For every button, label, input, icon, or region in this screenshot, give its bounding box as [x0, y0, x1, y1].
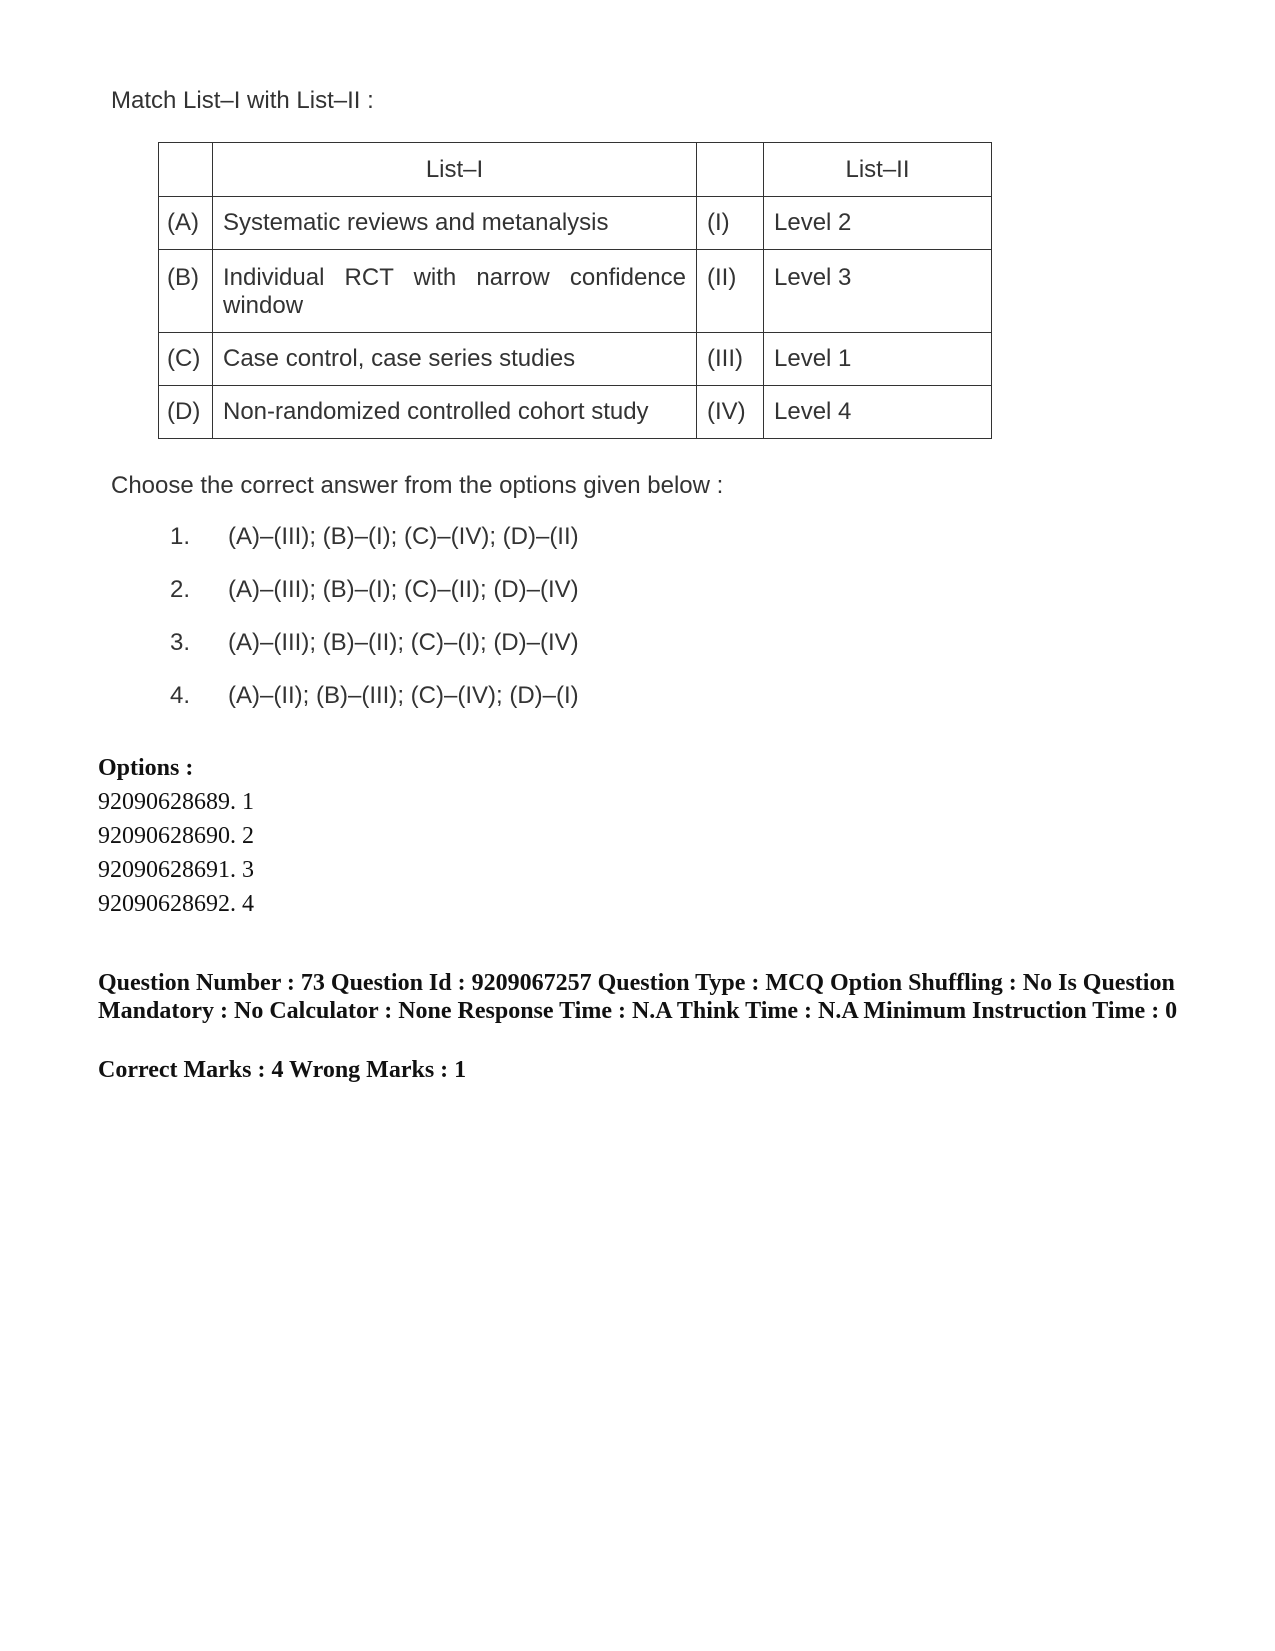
row-tag2: (II) [697, 250, 764, 333]
answer-text: (A)–(III); (B)–(II); (C)–(I); (D)–(IV) [228, 629, 579, 656]
row-tag2: (III) [697, 333, 764, 386]
header-blank-1 [159, 143, 213, 197]
row-level: Level 4 [764, 386, 992, 439]
option-item: 92090628692. 4 [98, 891, 254, 917]
answer-text: (A)–(II); (B)–(III); (C)–(IV); (D)–(I) [228, 682, 579, 709]
choose-instruction: Choose the correct answer from the options given below : [111, 472, 724, 499]
row-tag: (A) [159, 197, 213, 250]
row-tag2: (IV) [697, 386, 764, 439]
row-tag: (D) [159, 386, 213, 439]
row-tag2: (I) [697, 197, 764, 250]
answer-number: 3. [170, 629, 191, 656]
table-row [159, 250, 992, 333]
marks-info: Correct Marks : 4 Wrong Marks : 1 [98, 1057, 467, 1083]
question-metadata: Question Number : 73 Question Id : 9209067257 Question Type : MCQ Option Shuffling : No Is Question Mandatory : No Calculator : None Response Time : N.A Think Time : N.A Minimum Instruction Time : 0 [98, 970, 1178, 1024]
answer-choice [170, 576, 579, 629]
answer-choice [170, 629, 579, 682]
row-level: Level 3 [764, 250, 992, 333]
row-item: Individual RCT with narrow confidence window [213, 250, 697, 333]
table-row [159, 386, 992, 439]
table-header-row [159, 143, 992, 197]
option-item: 92090628691. 3 [98, 857, 254, 883]
options-list [98, 789, 254, 925]
options-heading: Options : [98, 755, 194, 781]
header-blank-2 [697, 143, 764, 197]
header-list2: List–II [764, 143, 992, 197]
header-list1: List–I [213, 143, 697, 197]
answer-choices [170, 523, 579, 735]
row-tag: (B) [159, 250, 213, 333]
question-intro: Match List–I with List–II : [111, 87, 374, 114]
row-item: Non-randomized controlled cohort study [213, 386, 697, 439]
row-item: Case control, case series studies [213, 333, 697, 386]
answer-number: 4. [170, 682, 191, 709]
row-tag: (C) [159, 333, 213, 386]
answer-choice [170, 523, 579, 576]
table-row [159, 197, 992, 250]
match-table [158, 142, 992, 439]
option-item: 92090628690. 2 [98, 823, 254, 849]
answer-choice [170, 682, 579, 735]
answer-number: 1. [170, 523, 191, 550]
table-row [159, 333, 992, 386]
row-level: Level 2 [764, 197, 992, 250]
answer-text: (A)–(III); (B)–(I); (C)–(IV); (D)–(II) [228, 523, 579, 550]
row-level: Level 1 [764, 333, 992, 386]
option-item: 92090628689. 1 [98, 789, 254, 815]
answer-number: 2. [170, 576, 191, 603]
row-item: Systematic reviews and metanalysis [213, 197, 697, 250]
answer-text: (A)–(III); (B)–(I); (C)–(II); (D)–(IV) [228, 576, 579, 603]
